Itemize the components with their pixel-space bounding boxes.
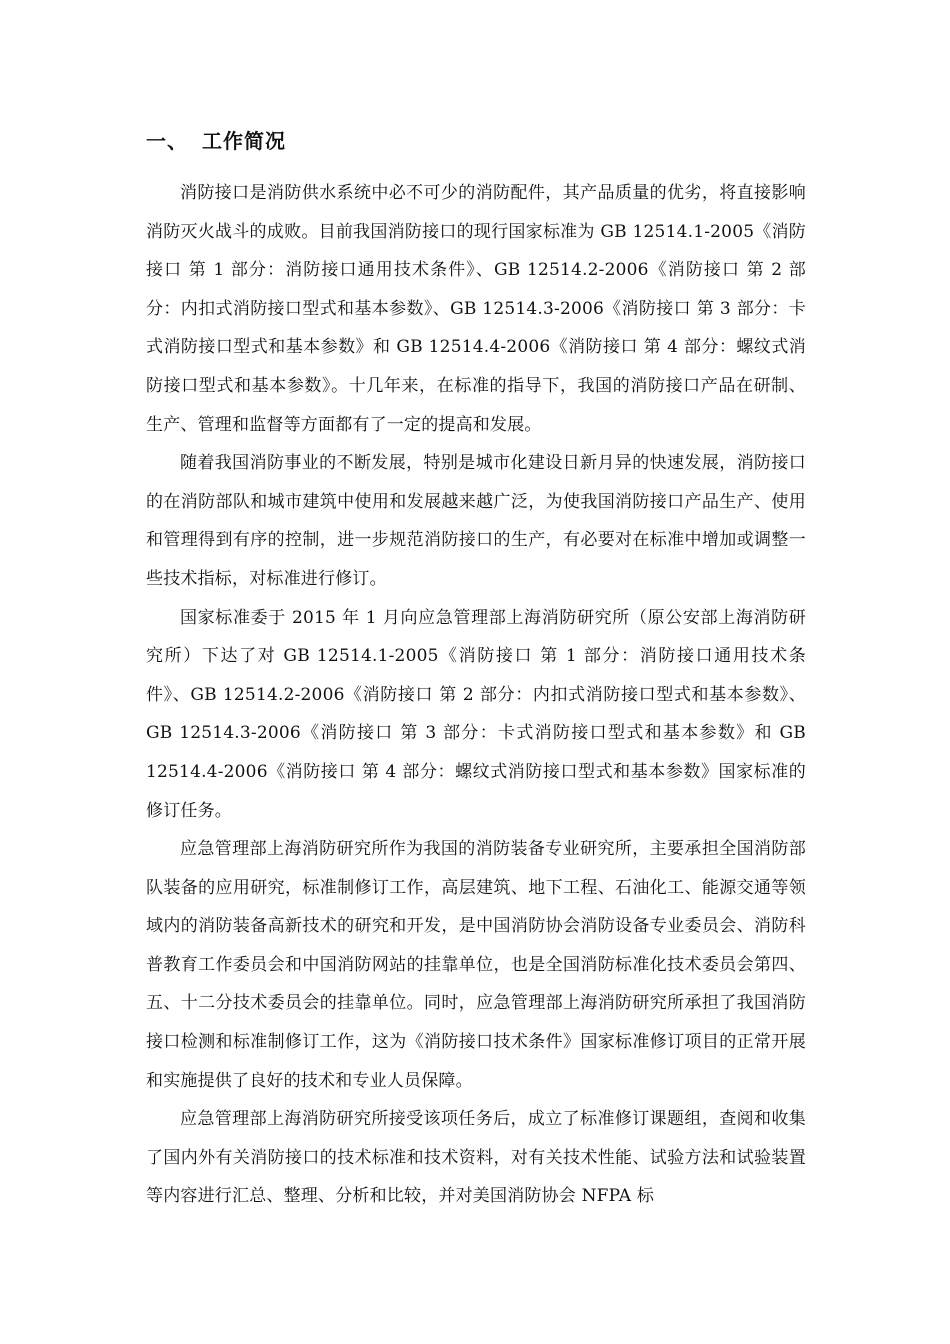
paragraph-4: 应急管理部上海消防研究所作为我国的消防装备专业研究所，主要承担全国消防部队装备的应用研究，标准制修订工作，高层建筑、地下工程、石油化工、能源交通等领域内的消防装备高新技术的研究和开发，是中国消防协会消防设备专业委员会、消防科普教育工作委员会和中国消防网站的挂靠单位，也是全国消防标准化技术委员会第四、五、十二分技术委员会的挂靠单位。同时，应急管理部上海消防研究所承担了我国消防接口检测和标准制修订工作，这为《消防接口技术条件》国家标准修订项目的正常开展和实施提供了良好的技术和专业人员保障。	[146, 839, 806, 1091]
section-title: 工作简况	[202, 129, 286, 153]
paragraph-2: 随着我国消防事业的不断发展，特别是城市化建设日新月异的快速发展，消防接口的在消防部队和城市建筑中使用和发展越来越广泛，为使我国消防接口产品生产、使用和管理得到有序的控制，进一步规范消防接口的生产，有必要对在标准中增加或调整一些技术指标，对标准进行修订。	[146, 453, 806, 589]
section-heading	[146, 124, 806, 158]
paragraph-1: 消防接口是消防供水系统中必不可少的消防配件，其产品质量的优劣，将直接影响消防灭火战斗的成败。目前我国消防接口的现行国家标准为 GB 12514.1-2005《消防接口 第 1 部分：消防接口通用技术条件》、GB 12514.2-2006《消防接口 第 2 部分：内扣式消防接口型式和基本参数》、GB 12514.3-2006《消防接口 第 3 部分：卡式消防接口型式和基本参数》和 GB 12514.4-2006《消防接口 第 4 部分：螺纹式消防接口型式和基本参数》。十几年来，在标准的指导下，我国的消防接口产品在研制、生产、管理和监督等方面都有了一定的提高和发展。	[146, 183, 806, 435]
paragraph-3: 国家标准委于 2015 年 1 月向应急管理部上海消防研究所（原公安部上海消防研究所）下达了对 GB 12514.1-2005《消防接口 第 1 部分：消防接口通用技术条件》、GB 12514.2-2006《消防接口 第 2 部分：内扣式消防接口型式和基本参数》、GB 12514.3-2006《消防接口 第 3 部分：卡式消防接口型式和基本参数》和 GB 12514.4-2006《消防接口 第 4 部分：螺纹式消防接口型式和基本参数》国家标准的修订任务。	[146, 607, 806, 821]
section-number: 一、	[146, 129, 188, 153]
paragraph-5: 应急管理部上海消防研究所接受该项任务后，成立了标准修订课题组，查阅和收集了国内外有关消防接口的技术标准和技术资料，对有关技术性能、试验方法和试验装置等内容进行汇总、整理、分析和比较，并对美国消防协会 NFPA 标	[146, 1109, 806, 1207]
document-page	[146, 124, 806, 1216]
